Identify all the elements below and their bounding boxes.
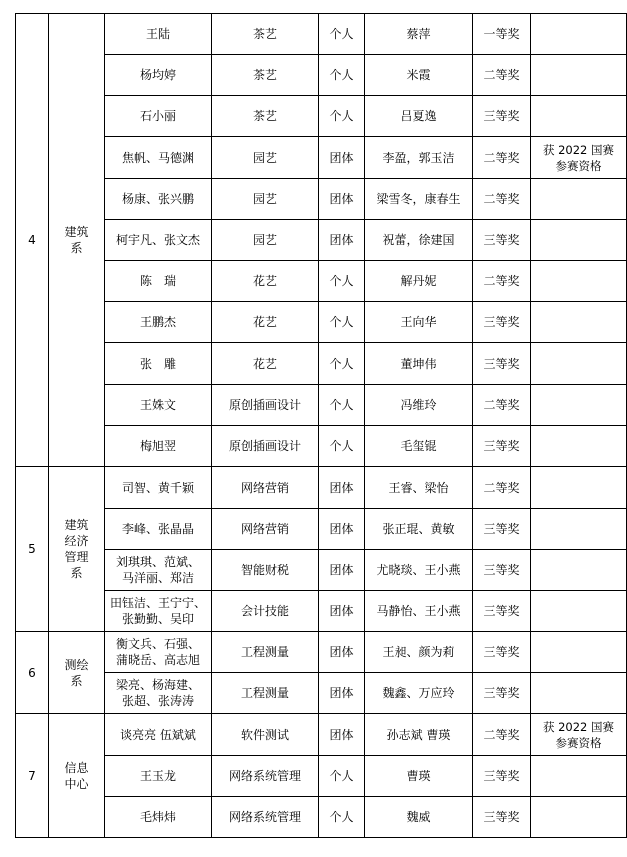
entry-type-cell: 团体 bbox=[319, 467, 365, 509]
contestant-names-cell: 李峰、张晶晶 bbox=[105, 509, 212, 550]
department-cell: 建筑 经济 管理 系 bbox=[49, 467, 105, 632]
note-cell bbox=[531, 343, 627, 385]
note-cell bbox=[531, 55, 627, 96]
instructor-cell: 马静怡、王小燕 bbox=[365, 591, 473, 632]
instructor-cell: 毛玺锟 bbox=[365, 426, 473, 467]
note-cell bbox=[531, 756, 627, 797]
department-cell: 测绘 系 bbox=[49, 632, 105, 714]
project-cell: 园艺 bbox=[212, 179, 319, 220]
group-number-cell: 4 bbox=[16, 14, 49, 467]
project-cell: 网络系统管理 bbox=[212, 756, 319, 797]
table-row bbox=[16, 756, 627, 797]
note-cell bbox=[531, 261, 627, 302]
award-cell: 三等奖 bbox=[473, 591, 531, 632]
award-cell: 二等奖 bbox=[473, 714, 531, 756]
note-cell bbox=[531, 550, 627, 591]
award-cell: 二等奖 bbox=[473, 55, 531, 96]
award-cell: 三等奖 bbox=[473, 632, 531, 673]
table-row bbox=[16, 343, 627, 385]
entry-type-cell: 团体 bbox=[319, 673, 365, 714]
table-row bbox=[16, 426, 627, 467]
instructor-cell: 王昶、颜为莉 bbox=[365, 632, 473, 673]
project-cell: 网络营销 bbox=[212, 467, 319, 509]
note-cell bbox=[531, 96, 627, 137]
entry-type-cell: 个人 bbox=[319, 385, 365, 426]
contestant-names-cell: 毛炜炜 bbox=[105, 797, 212, 838]
table-row bbox=[16, 797, 627, 838]
award-cell: 三等奖 bbox=[473, 426, 531, 467]
instructor-cell: 祝蕾，徐建国 bbox=[365, 220, 473, 261]
table-row bbox=[16, 385, 627, 426]
table-row bbox=[16, 714, 627, 756]
note-cell bbox=[531, 797, 627, 838]
award-cell: 三等奖 bbox=[473, 509, 531, 550]
note-cell bbox=[531, 220, 627, 261]
project-cell: 花艺 bbox=[212, 261, 319, 302]
project-cell: 网络营销 bbox=[212, 509, 319, 550]
project-cell: 花艺 bbox=[212, 302, 319, 343]
entry-type-cell: 团体 bbox=[319, 509, 365, 550]
table-row bbox=[16, 96, 627, 137]
award-cell: 三等奖 bbox=[473, 220, 531, 261]
table-body bbox=[16, 14, 627, 838]
project-cell: 工程测量 bbox=[212, 673, 319, 714]
instructor-cell: 曹瑛 bbox=[365, 756, 473, 797]
entry-type-cell: 团体 bbox=[319, 137, 365, 179]
awards-table bbox=[15, 13, 627, 838]
award-cell: 三等奖 bbox=[473, 302, 531, 343]
instructor-cell: 李盈，郭玉洁 bbox=[365, 137, 473, 179]
contestant-names-cell: 陈 瑞 bbox=[105, 261, 212, 302]
table-row bbox=[16, 673, 627, 714]
award-cell: 二等奖 bbox=[473, 137, 531, 179]
instructor-cell: 米霞 bbox=[365, 55, 473, 96]
note-cell bbox=[531, 467, 627, 509]
contestant-names-cell: 王姝文 bbox=[105, 385, 212, 426]
project-cell: 原创插画设计 bbox=[212, 426, 319, 467]
note-cell: 获 2022 国赛 参赛资格 bbox=[531, 714, 627, 756]
table-row bbox=[16, 14, 627, 55]
table-row bbox=[16, 591, 627, 632]
instructor-cell: 王睿、梁怡 bbox=[365, 467, 473, 509]
group-number-cell: 6 bbox=[16, 632, 49, 714]
note-cell bbox=[531, 385, 627, 426]
instructor-cell: 张正琨、黄敏 bbox=[365, 509, 473, 550]
contestant-names-cell: 柯宇凡、张文杰 bbox=[105, 220, 212, 261]
project-cell: 智能财税 bbox=[212, 550, 319, 591]
project-cell: 软件测试 bbox=[212, 714, 319, 756]
project-cell: 茶艺 bbox=[212, 55, 319, 96]
table-row bbox=[16, 261, 627, 302]
note-cell bbox=[531, 632, 627, 673]
table-row bbox=[16, 509, 627, 550]
project-cell: 原创插画设计 bbox=[212, 385, 319, 426]
contestant-names-cell: 谈亮亮 伍斌斌 bbox=[105, 714, 212, 756]
contestant-names-cell: 焦帆、马德渊 bbox=[105, 137, 212, 179]
contestant-names-cell: 刘琪琪、范斌、 马洋丽、郑洁 bbox=[105, 550, 212, 591]
table-row bbox=[16, 302, 627, 343]
department-cell: 信息 中心 bbox=[49, 714, 105, 838]
group-number-cell: 5 bbox=[16, 467, 49, 632]
entry-type-cell: 个人 bbox=[319, 756, 365, 797]
award-cell: 三等奖 bbox=[473, 756, 531, 797]
instructor-cell: 梁雪冬，康春生 bbox=[365, 179, 473, 220]
contestant-names-cell: 梁亮、杨海建、 张超、张涛涛 bbox=[105, 673, 212, 714]
note-cell bbox=[531, 426, 627, 467]
entry-type-cell: 个人 bbox=[319, 261, 365, 302]
contestant-names-cell: 杨康、张兴鹏 bbox=[105, 179, 212, 220]
note-cell bbox=[531, 673, 627, 714]
note-cell bbox=[531, 302, 627, 343]
table-row bbox=[16, 137, 627, 179]
contestant-names-cell: 杨均婷 bbox=[105, 55, 212, 96]
entry-type-cell: 个人 bbox=[319, 96, 365, 137]
project-cell: 工程测量 bbox=[212, 632, 319, 673]
instructor-cell: 王向华 bbox=[365, 302, 473, 343]
instructor-cell: 魏威 bbox=[365, 797, 473, 838]
note-cell bbox=[531, 14, 627, 55]
contestant-names-cell: 田钰洁、王宁宁、 张勤勤、吴印 bbox=[105, 591, 212, 632]
award-cell: 二等奖 bbox=[473, 261, 531, 302]
entry-type-cell: 团体 bbox=[319, 550, 365, 591]
table-row bbox=[16, 632, 627, 673]
instructor-cell: 魏鑫、万应玲 bbox=[365, 673, 473, 714]
award-cell: 三等奖 bbox=[473, 343, 531, 385]
contestant-names-cell: 司智、黄千颖 bbox=[105, 467, 212, 509]
project-cell: 花艺 bbox=[212, 343, 319, 385]
entry-type-cell: 个人 bbox=[319, 797, 365, 838]
table-row bbox=[16, 467, 627, 509]
instructor-cell: 董坤伟 bbox=[365, 343, 473, 385]
entry-type-cell: 团体 bbox=[319, 220, 365, 261]
award-cell: 三等奖 bbox=[473, 96, 531, 137]
award-cell: 二等奖 bbox=[473, 385, 531, 426]
entry-type-cell: 个人 bbox=[319, 426, 365, 467]
note-cell bbox=[531, 591, 627, 632]
instructor-cell: 冯维玲 bbox=[365, 385, 473, 426]
project-cell: 园艺 bbox=[212, 220, 319, 261]
award-cell: 三等奖 bbox=[473, 673, 531, 714]
instructor-cell: 尤晓琰、王小燕 bbox=[365, 550, 473, 591]
table-row bbox=[16, 220, 627, 261]
contestant-names-cell: 衡文兵、石强、 蒲晓岳、高志旭 bbox=[105, 632, 212, 673]
entry-type-cell: 团体 bbox=[319, 591, 365, 632]
project-cell: 茶艺 bbox=[212, 96, 319, 137]
award-cell: 三等奖 bbox=[473, 550, 531, 591]
table-row bbox=[16, 55, 627, 96]
award-cell: 二等奖 bbox=[473, 179, 531, 220]
entry-type-cell: 团体 bbox=[319, 632, 365, 673]
award-cell: 一等奖 bbox=[473, 14, 531, 55]
entry-type-cell: 个人 bbox=[319, 14, 365, 55]
project-cell: 网络系统管理 bbox=[212, 797, 319, 838]
entry-type-cell: 个人 bbox=[319, 55, 365, 96]
instructor-cell: 吕夏逸 bbox=[365, 96, 473, 137]
entry-type-cell: 个人 bbox=[319, 302, 365, 343]
award-cell: 三等奖 bbox=[473, 797, 531, 838]
entry-type-cell: 团体 bbox=[319, 714, 365, 756]
contestant-names-cell: 王玉龙 bbox=[105, 756, 212, 797]
contestant-names-cell: 石小丽 bbox=[105, 96, 212, 137]
note-cell bbox=[531, 179, 627, 220]
note-cell bbox=[531, 509, 627, 550]
table-row bbox=[16, 550, 627, 591]
entry-type-cell: 个人 bbox=[319, 343, 365, 385]
contestant-names-cell: 王鹏杰 bbox=[105, 302, 212, 343]
department-cell: 建筑 系 bbox=[49, 14, 105, 467]
project-cell: 园艺 bbox=[212, 137, 319, 179]
project-cell: 茶艺 bbox=[212, 14, 319, 55]
entry-type-cell: 团体 bbox=[319, 179, 365, 220]
group-number-cell: 7 bbox=[16, 714, 49, 838]
contestant-names-cell: 张 雕 bbox=[105, 343, 212, 385]
project-cell: 会计技能 bbox=[212, 591, 319, 632]
instructor-cell: 蔡萍 bbox=[365, 14, 473, 55]
instructor-cell: 孙志斌 曹瑛 bbox=[365, 714, 473, 756]
table-row bbox=[16, 179, 627, 220]
contestant-names-cell: 梅旭翌 bbox=[105, 426, 212, 467]
contestant-names-cell: 王陆 bbox=[105, 14, 212, 55]
instructor-cell: 解丹妮 bbox=[365, 261, 473, 302]
note-cell: 获 2022 国赛 参赛资格 bbox=[531, 137, 627, 179]
award-cell: 二等奖 bbox=[473, 467, 531, 509]
